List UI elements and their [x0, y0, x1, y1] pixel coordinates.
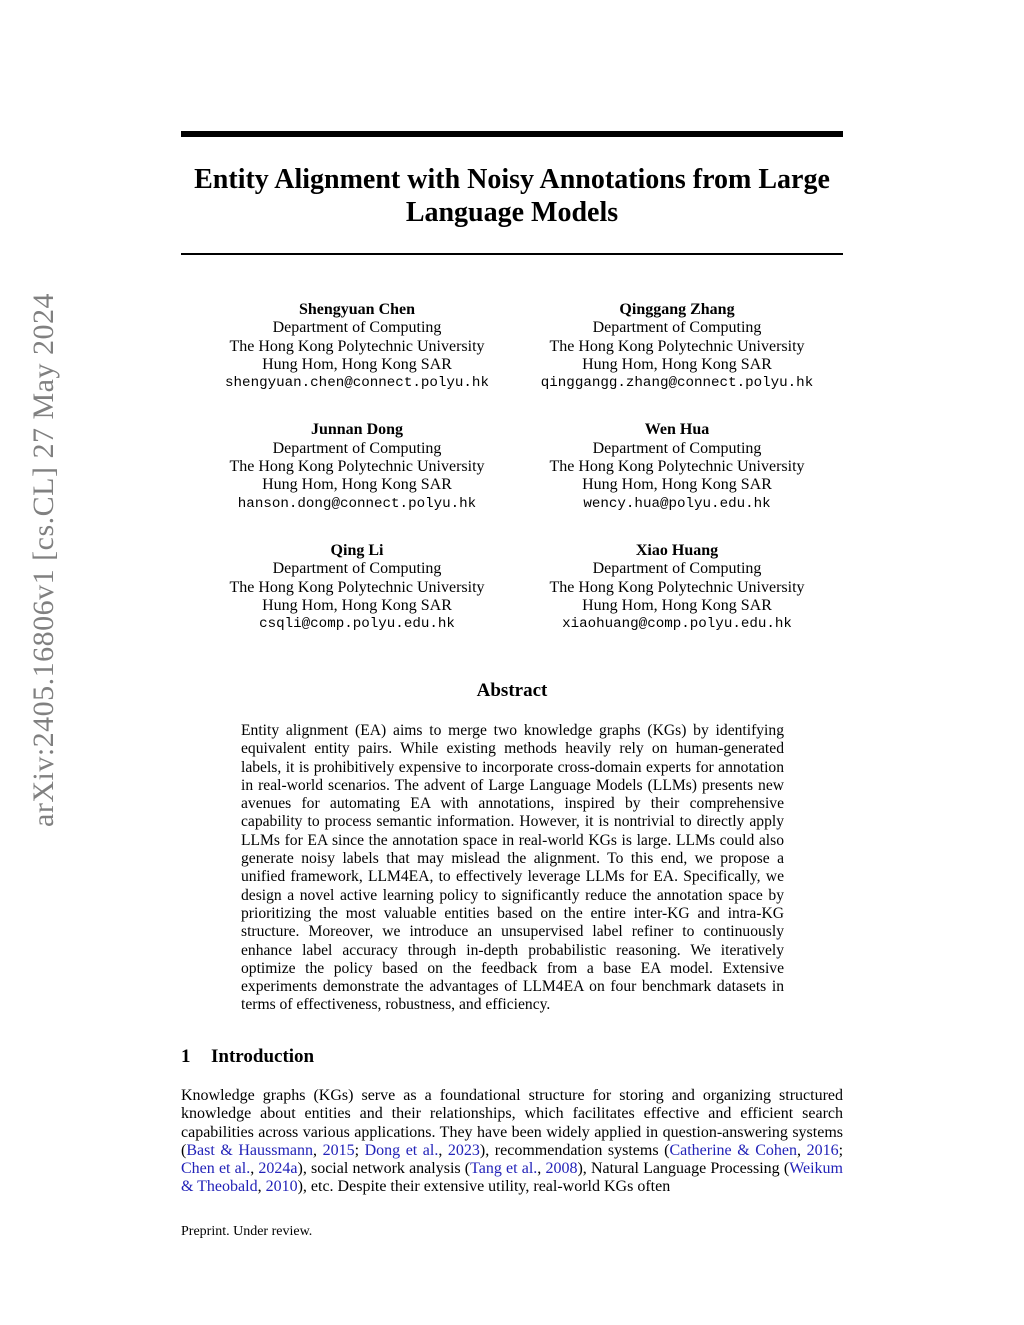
citation-separator: ;	[838, 1141, 844, 1159]
citation-separator: ,	[797, 1141, 807, 1159]
arxiv-identifier-text: arXiv:2405.16806v1 [cs.CL] 27 May 2024	[27, 293, 60, 827]
citation-separator: ;	[354, 1141, 365, 1159]
citation-year-link[interactable]: 2015	[322, 1141, 355, 1159]
author-name: Wen Hua	[644, 421, 710, 439]
author-department: Department of Computing	[272, 560, 442, 578]
paper-title	[181, 163, 843, 229]
author-name: Qinggang Zhang	[619, 301, 735, 318]
author-email[interactable]: shengyuan.chen@connect.polyu.hk	[225, 375, 489, 392]
intro-text: ), Natural Language Processing (	[577, 1160, 790, 1178]
author-name: Qing Li	[330, 541, 384, 559]
author-card	[522, 542, 832, 633]
author-card	[202, 421, 512, 512]
section-number: 1	[181, 1046, 191, 1067]
intro-text: Knowledge graphs (KGs) serve as a foundational structure for storing and organizing structured knowledge about entities and their relationships, which facilitates effective and efficient search capabilities across various applications. They have been widely applied in question-answering systems (	[181, 1087, 843, 1159]
author-location: Hung Hom, Hong Kong SAR	[582, 476, 772, 494]
author-location: Hung Hom, Hong Kong SAR	[262, 355, 452, 373]
citation-year-link[interactable]: 2010	[265, 1178, 298, 1196]
citation-year-link[interactable]: 2024a	[258, 1160, 298, 1178]
author-location: Hung Hom, Hong Kong SAR	[262, 476, 452, 494]
title-top-rule	[181, 131, 843, 137]
author-block	[181, 301, 843, 662]
author-row	[181, 301, 843, 392]
author-name: Shengyuan Chen	[298, 301, 416, 318]
intro-paragraph	[181, 1087, 843, 1197]
intro-text: ), social network analysis (	[297, 1160, 471, 1178]
citation-link[interactable]: Catherine & Cohen	[669, 1141, 797, 1159]
author-email[interactable]: csqli@comp.polyu.edu.hk	[259, 616, 455, 633]
author-email[interactable]: wency.hua@polyu.edu.hk	[583, 495, 771, 512]
section-title: Introduction	[211, 1046, 315, 1067]
author-card	[522, 301, 832, 392]
author-email[interactable]: xiaohuang@comp.polyu.edu.hk	[562, 616, 792, 633]
author-card	[522, 421, 832, 512]
author-department: Department of Computing	[592, 560, 762, 578]
citation-link[interactable]: Weikum & Theobald	[181, 1160, 843, 1196]
author-university: The Hong Kong Polytechnic University	[549, 578, 805, 596]
author-card	[202, 542, 512, 633]
author-email[interactable]: qinggangg.zhang@connect.polyu.hk	[540, 375, 814, 392]
author-row	[181, 542, 843, 633]
author-department: Department of Computing	[272, 319, 442, 337]
abstract-text: Entity alignment (EA) aims to merge two knowledge graphs (KGs) by identifying equivalent entity pairs. While existing methods heavily rely on human-generated labels, it is prohibitively expensive to incorporate cross-domain experts for annotation in real-world scenarios. The advent of Large Language Models (LLMs) presents new avenues for automating EA with annotations, inspired by their comprehensive capability to process semantic information. However, it is nontrivial to directly apply LLMs for EA since the annotation space in real-world KGs is large. LLMs could also generate noisy labels that may mislead the alignment. To this end, we propose a unified framework, LLM4EA, to effectively leverage LLMs for EA. Specifically, we design a novel active learning policy to significantly reduce the annotation space by prioritizing the most valuable entities based on the entire inter-KG and intra-KG structure. Moreover, we introduce an unsupervised label refiner to continuously enhance label accuracy through in-depth probabilistic reasoning. We iteratively optimize the policy based on the feedback from a base EA model. Extensive experiments demonstrate the advantages of LLM4EA on four benchmark datasets in terms of effectiveness, robustness, and efficiency.	[241, 722, 784, 1014]
citation-separator: ,	[257, 1178, 266, 1196]
citation-separator: ,	[313, 1141, 323, 1159]
paper-title-line-2: Language Models	[405, 197, 619, 228]
citation-separator: ,	[537, 1160, 546, 1178]
author-location: Hung Hom, Hong Kong SAR	[582, 596, 772, 614]
author-location: Hung Hom, Hong Kong SAR	[262, 596, 452, 614]
section-heading	[181, 1046, 314, 1068]
author-department: Department of Computing	[592, 319, 762, 337]
author-university: The Hong Kong Polytechnic University	[229, 458, 485, 476]
citation-link[interactable]: Chen et al.	[181, 1160, 251, 1178]
arxiv-identifier-stamp	[14, 180, 74, 940]
author-department: Department of Computing	[272, 439, 442, 457]
paper-title-line-1: Entity Alignment with Noisy Annotations from Large	[194, 164, 830, 195]
author-university: The Hong Kong Polytechnic University	[229, 578, 485, 596]
title-bottom-rule	[181, 253, 843, 255]
citation-link[interactable]: Dong et al.	[364, 1141, 439, 1159]
author-card	[202, 301, 512, 392]
abstract-heading: Abstract	[476, 680, 548, 701]
citation-link[interactable]: Tang et al.	[470, 1160, 538, 1178]
author-name: Junnan Dong	[310, 421, 404, 439]
citation-year-link[interactable]: 2008	[545, 1160, 578, 1178]
author-university: The Hong Kong Polytechnic University	[549, 337, 805, 355]
author-email[interactable]: hanson.dong@connect.polyu.hk	[237, 495, 477, 512]
author-location: Hung Hom, Hong Kong SAR	[582, 355, 772, 373]
author-university: The Hong Kong Polytechnic University	[229, 337, 485, 355]
intro-text: ), etc. Despite their extensive utility, real-world KGs often	[297, 1178, 671, 1196]
author-row	[181, 421, 843, 512]
footer-note: Preprint. Under review.	[181, 1224, 313, 1239]
citation-separator: ,	[250, 1160, 259, 1178]
citation-separator: ,	[438, 1141, 448, 1159]
intro-text: ), recommendation systems (	[479, 1141, 670, 1159]
citation-year-link[interactable]: 2023	[447, 1141, 480, 1159]
author-university: The Hong Kong Polytechnic University	[549, 458, 805, 476]
citation-year-link[interactable]: 2016	[806, 1141, 839, 1159]
author-name: Xiao Huang	[635, 541, 719, 559]
author-department: Department of Computing	[592, 439, 762, 457]
citation-link[interactable]: Bast & Haussmann	[186, 1141, 313, 1159]
